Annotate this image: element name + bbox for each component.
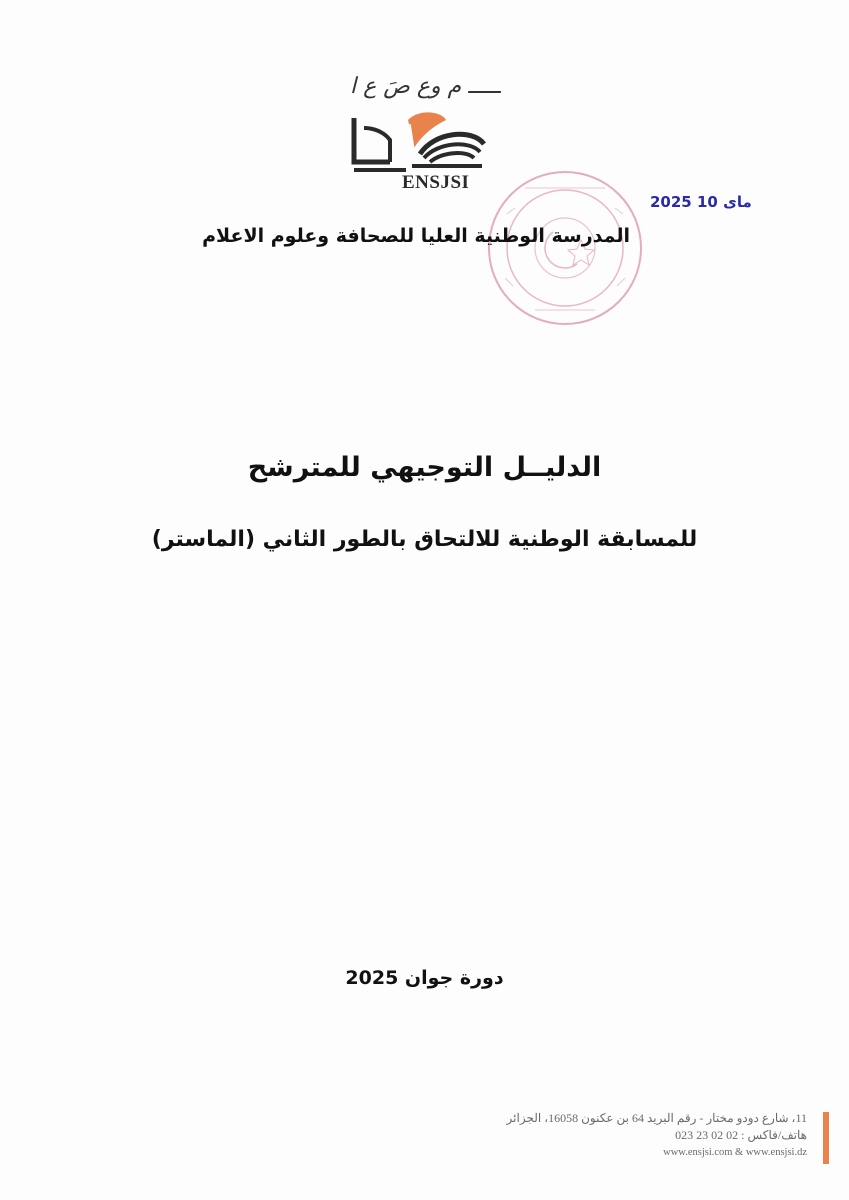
session-label: دورة جوان 2025 xyxy=(345,967,504,989)
official-stamp xyxy=(485,168,645,328)
stamp-date: 2025 ماى 10 xyxy=(650,193,752,211)
document-subtitle: للمسابقة الوطنية للالتحاق بالطور الثاني (الماستر) xyxy=(151,527,698,552)
footer-website: www.ensjsi.com & www.ensjsi.dz xyxy=(663,1147,807,1158)
footer-contact xyxy=(407,1110,807,1161)
footer-phone: هاتف/فاكس : 02 02 23 023 xyxy=(675,1128,807,1142)
institution-name: المدرسة الوطنية العليا للصحافة وعلوم الاعلام xyxy=(202,225,630,247)
footer-accent-bar xyxy=(823,1112,829,1164)
footer-address: 11، شارع دودو مختار - رقم البريد 64 بن عكنون 16058، الجزائر xyxy=(506,1111,807,1125)
logo-tagline: ـــــ م وع صَ ع ا xyxy=(350,74,501,99)
logo-wordmark: ENSJSI xyxy=(402,172,470,193)
document-title: الدليــل التوجيهي للمترشح xyxy=(247,452,602,483)
book-quill-icon xyxy=(350,110,490,180)
